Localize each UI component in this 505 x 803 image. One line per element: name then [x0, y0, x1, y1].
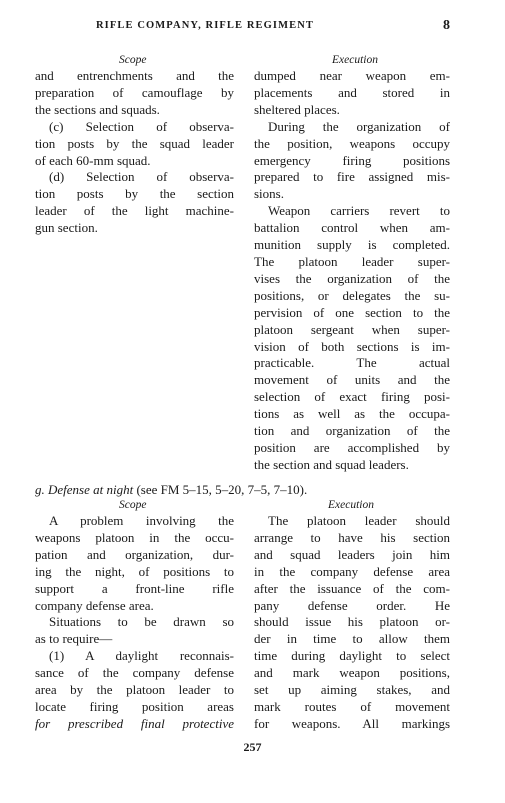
text-line: locate firing position areas [35, 698, 234, 714]
text-line: (c) Selection of observa- [49, 118, 234, 134]
text-line: time during daylight to select [254, 648, 450, 664]
text-line: munition supply is completed. [254, 237, 450, 253]
text-line: and squad leaders join him [254, 546, 450, 562]
text-line: set up aiming stakes, and [254, 682, 450, 698]
running-head [0, 18, 505, 38]
section-label: g. [35, 482, 45, 497]
bottom-execution-heading: Execution [328, 499, 374, 511]
folio: 257 [243, 740, 262, 754]
text-line: sance of the company defense [35, 665, 234, 681]
text-line: positions, or delegates the su- [254, 287, 450, 303]
text-line: the section and squad leaders. [254, 456, 409, 472]
text-line: (d) Selection of observa- [49, 169, 234, 185]
text-line: the sections and squads. [35, 101, 160, 117]
text-line: The platoon leader should [268, 513, 450, 528]
text-line: Situations to be drawn so [49, 614, 234, 630]
text-line: der in time to allow them [254, 631, 450, 647]
text-line: company defense area. [35, 597, 154, 613]
text-line: area by the platoon leader to [35, 682, 234, 698]
text-line: of each 60-mm squad. [35, 152, 151, 168]
top-scope-column [35, 68, 234, 237]
bottom-execution-column [254, 513, 450, 733]
top-execution-column [254, 68, 450, 474]
text-line: sheltered places. [254, 101, 340, 117]
section-g-heading [35, 482, 455, 498]
text-line: ing the night, of positions to [35, 563, 234, 579]
text-line: selection of exact firing posi- [254, 389, 450, 405]
text-line: (1) A daylight reconnais- [49, 648, 234, 664]
text-line: platoon sergeant when super- [254, 321, 450, 337]
text-line: tion posts by the section [35, 186, 234, 202]
text-line: and mark weapon positions, [254, 665, 450, 681]
text-line: after the issuance of the com- [254, 580, 450, 596]
running-title: RIFLE COMPANY, RIFLE REGIMENT [96, 20, 314, 31]
text-line: for weapons. All markings [254, 715, 450, 731]
section-title: Defense at night [48, 482, 134, 497]
text-line: prepared to fire assigned mis- [254, 169, 450, 185]
text-line: gun section. [35, 220, 98, 236]
text-line: support a front-line rifle [35, 580, 234, 596]
top-scope-heading: Scope [119, 54, 147, 66]
text-line: placements and stored in [254, 84, 450, 100]
text-line: leader of the light machine- [35, 203, 234, 219]
text-line: battalion control when am- [254, 220, 450, 236]
text-line: Weapon carriers revert to [268, 203, 450, 219]
text-line: should issue his platoon or- [254, 614, 450, 630]
text-line: the position, weapons occupy [254, 135, 450, 151]
section-reference: (see FM 5–15, 5–20, 7–5, 7–10). [136, 482, 308, 497]
text-line: During the organization of [268, 118, 450, 134]
text-line: sions. [254, 186, 284, 202]
text-line: vises the organization of the [254, 270, 450, 286]
text-line: A problem involving the [49, 513, 234, 528]
text-line: weapons platoon in the occu- [35, 529, 234, 545]
text-line: in the company defense area [254, 563, 450, 579]
text-line: pervision of one section to the [254, 304, 450, 320]
text-line: mark routes of movement [254, 698, 450, 714]
text-line: tion and organization of the [254, 423, 450, 439]
text-line: movement of units and the [254, 372, 450, 388]
text-line: dumped near weapon em- [254, 68, 450, 83]
text-line: pany defense order. He [254, 597, 450, 613]
text-line: practicable. The actual [254, 355, 450, 371]
text-line: pation and organization, dur- [35, 546, 234, 562]
text-line: emergency firing positions [254, 152, 450, 168]
page-number: 8 [443, 18, 450, 33]
text-line: and entrenchments and the [35, 68, 234, 83]
bottom-scope-heading: Scope [119, 499, 147, 511]
text-line: preparation of camouflage by [35, 84, 234, 100]
text-line: as to require— [35, 631, 113, 647]
text-line: for prescribed final protective [35, 715, 234, 731]
text-line: position are accomplished by [254, 439, 450, 455]
text-line: vision of both sections is im- [254, 338, 450, 354]
text-line: tions as well as the occupa- [254, 406, 450, 422]
text-line: arrange to have his section [254, 529, 450, 545]
text-line: tion posts by the squad leader [35, 135, 234, 151]
bottom-scope-column [35, 513, 234, 733]
text-line: The platoon leader super- [254, 253, 450, 269]
top-execution-heading: Execution [332, 54, 378, 66]
